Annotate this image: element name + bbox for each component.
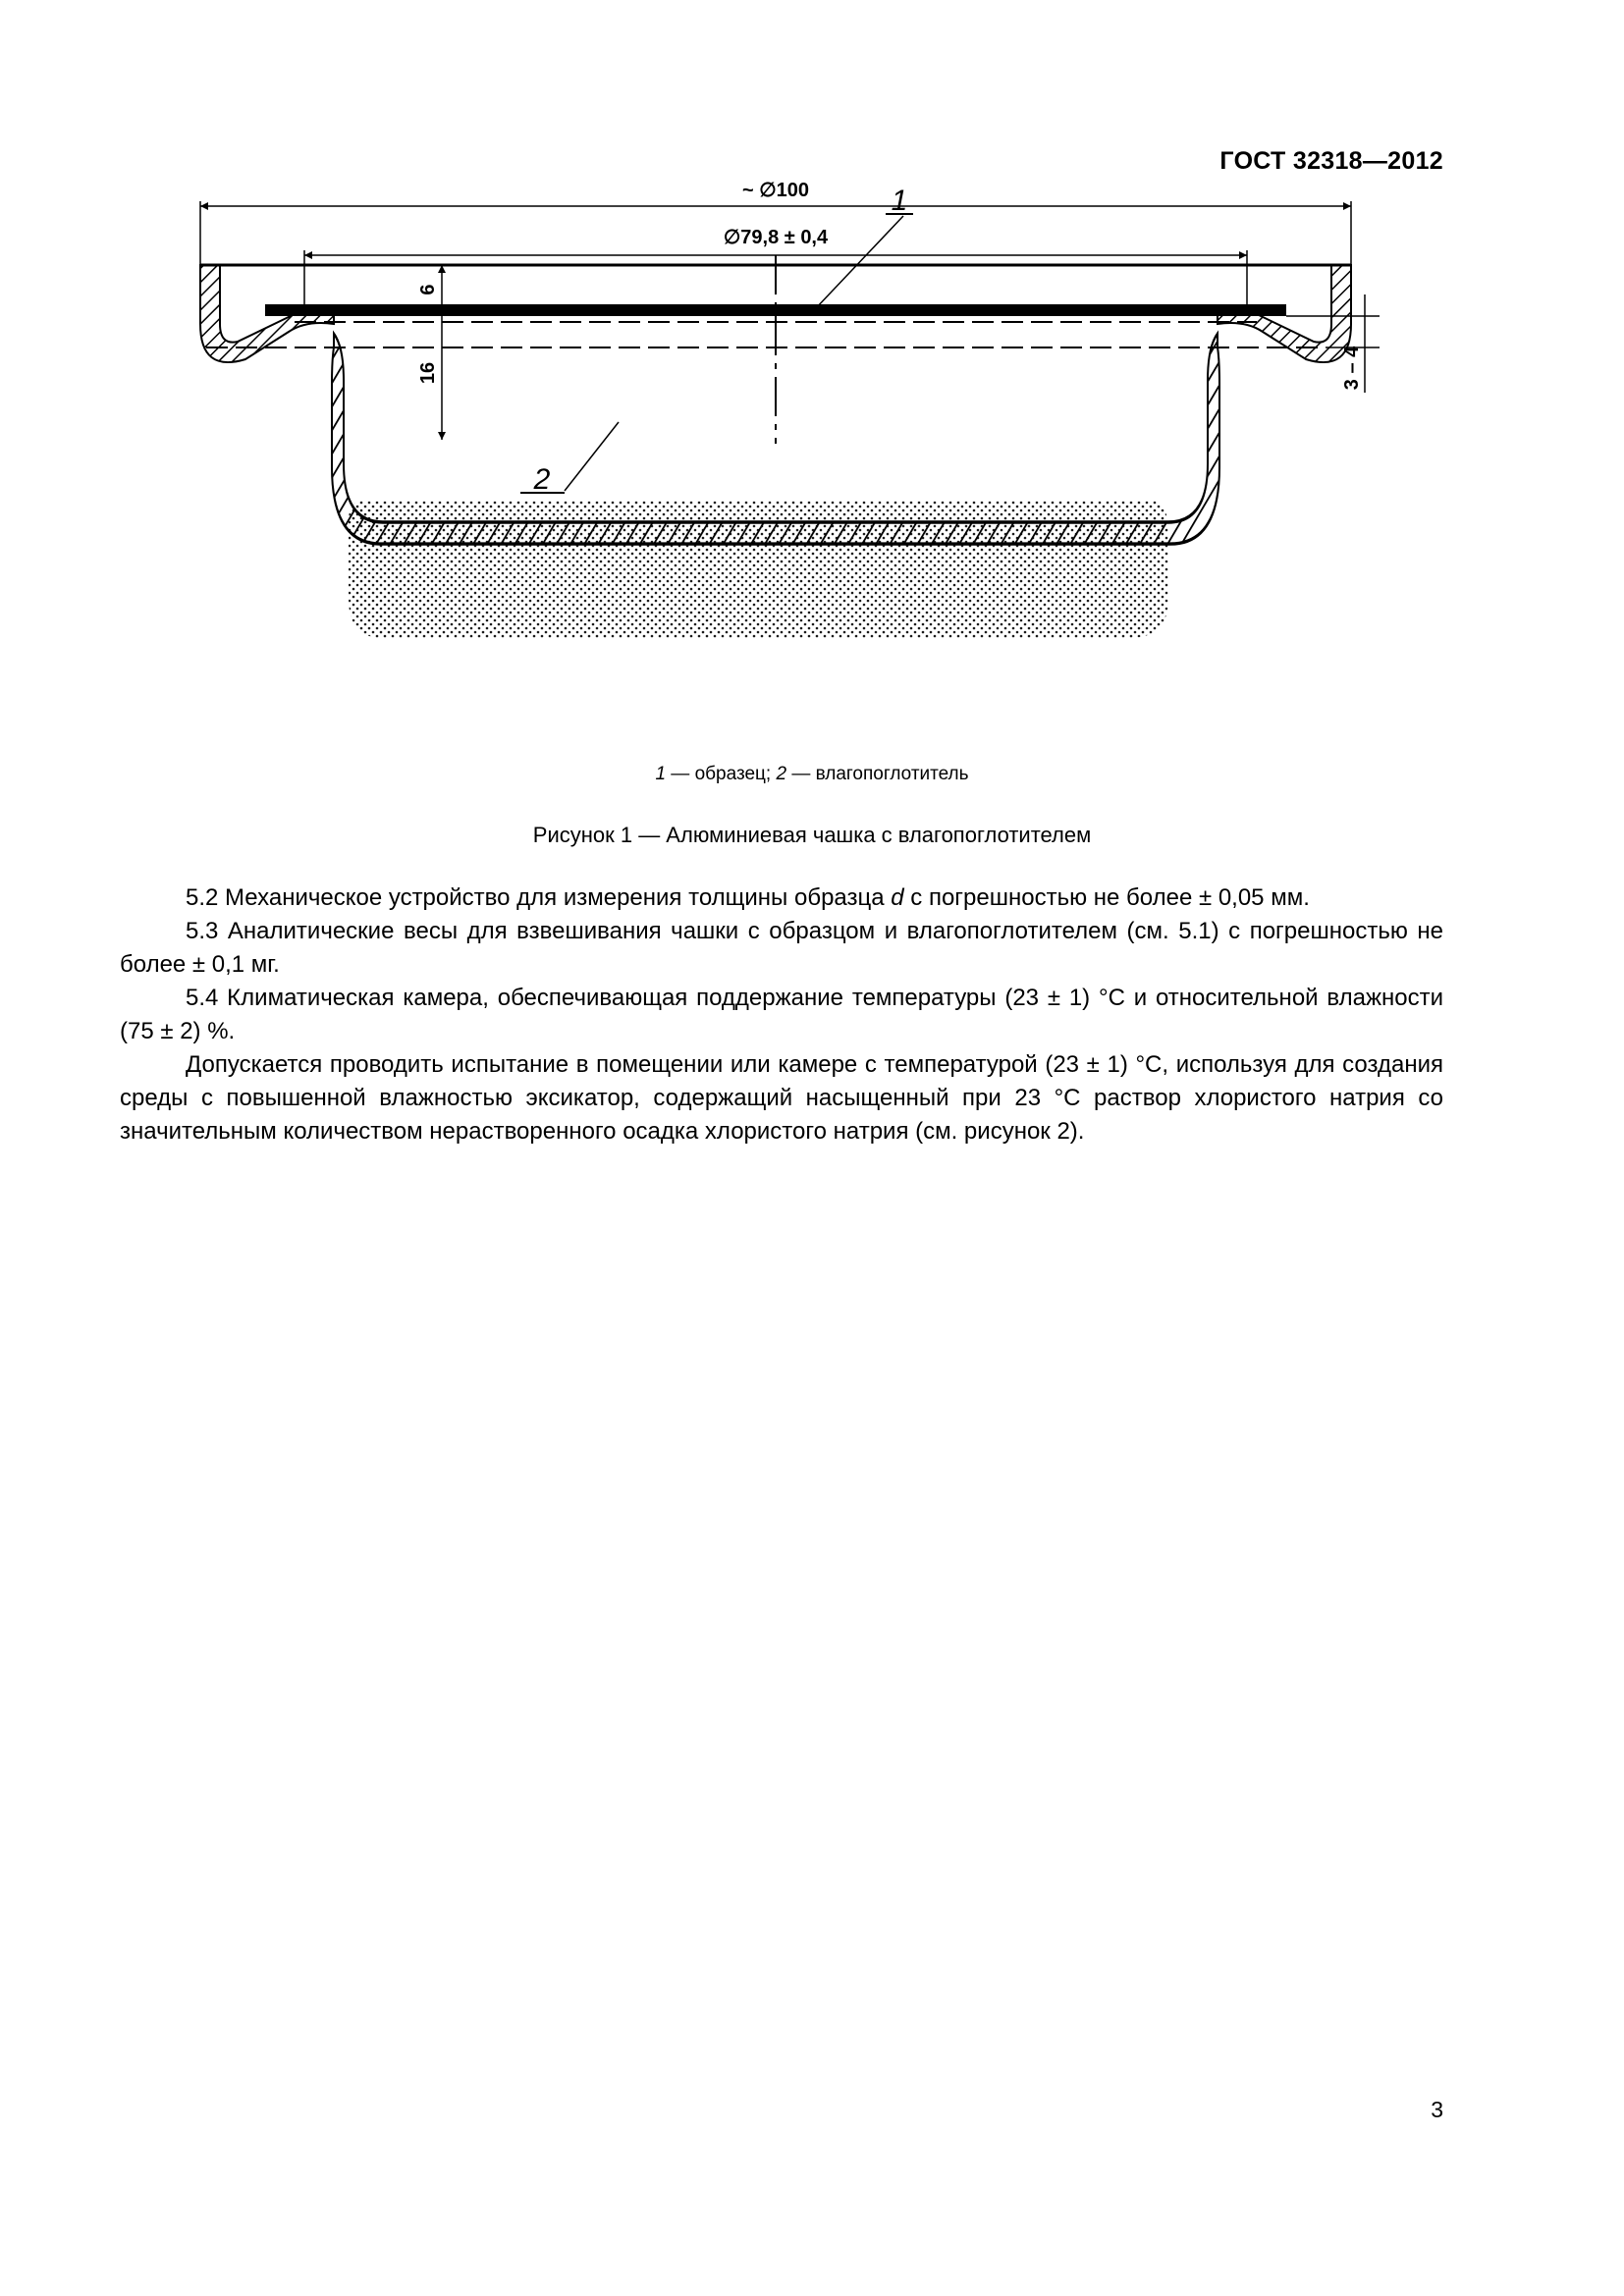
document-id-header: ГОСТ 32318—2012 — [1219, 147, 1443, 175]
page-number: 3 — [1431, 2097, 1443, 2122]
dim-height-body-label: 16 — [417, 361, 439, 385]
body-text — [120, 881, 1443, 1148]
callout-1-leader — [815, 216, 903, 309]
dish-wall — [200, 265, 403, 491]
legend-num-1: 1 — [655, 764, 667, 784]
dim-outer-label: ~ ∅100 — [741, 180, 810, 201]
legend-num-2: 2 — [776, 764, 787, 784]
paragraph-5-2-b: с погрешностью не более ± 0,05 мм. — [903, 884, 1310, 911]
callout-2-label: 2 — [533, 463, 551, 496]
dim-inner-label: ∅79,8 ± 0,4 — [723, 227, 829, 248]
legend-text-1: — образец; — [666, 764, 777, 784]
callout-2-leader — [565, 422, 619, 491]
paragraph-5-4: 5.4 Климатическая камера, обеспечивающая поддержание температуры (23 ± 1) °С и относительной влажности (75 ± 2) %. — [120, 985, 1443, 1044]
figure-aluminium-dish — [187, 180, 1365, 736]
paragraph-5-3: 5.3 Аналитические весы для взвешивания чашки с образцом и влагопоглотителем (см. 5.1) с погрешностью не более ± 0,1 мг. — [120, 918, 1443, 978]
paragraph-5-2 — [120, 881, 1443, 915]
dim-height-top-label: 6 — [417, 284, 439, 295]
paragraph-5-2-a: 5.2 Механическое устройство для измерения толщины образца — [186, 884, 892, 911]
figure-caption: Рисунок 1 — Алюминиевая чашка с влагопоглотителем — [532, 823, 1092, 847]
thickness-variable: d — [891, 884, 904, 911]
dish-drawing — [187, 180, 1365, 736]
paragraph-allowance: Допускается проводить испытание в помещении или камере с температурой (23 ± 1) °С, используя для создания среды с повышенной влажностью эксикатор, содержащий насыщенный при 23 °С раствор хлористого натрия со значительным количеством нерастворенного осадка хлористого натрия (см. рисунок 2). — [120, 1051, 1443, 1145]
figure-legend — [0, 764, 1624, 785]
dim-side-label: 3 – 4 — [1341, 346, 1363, 391]
callout-1-label: 1 — [891, 185, 908, 217]
legend-text-2: — влагопоглотитель — [786, 764, 969, 784]
